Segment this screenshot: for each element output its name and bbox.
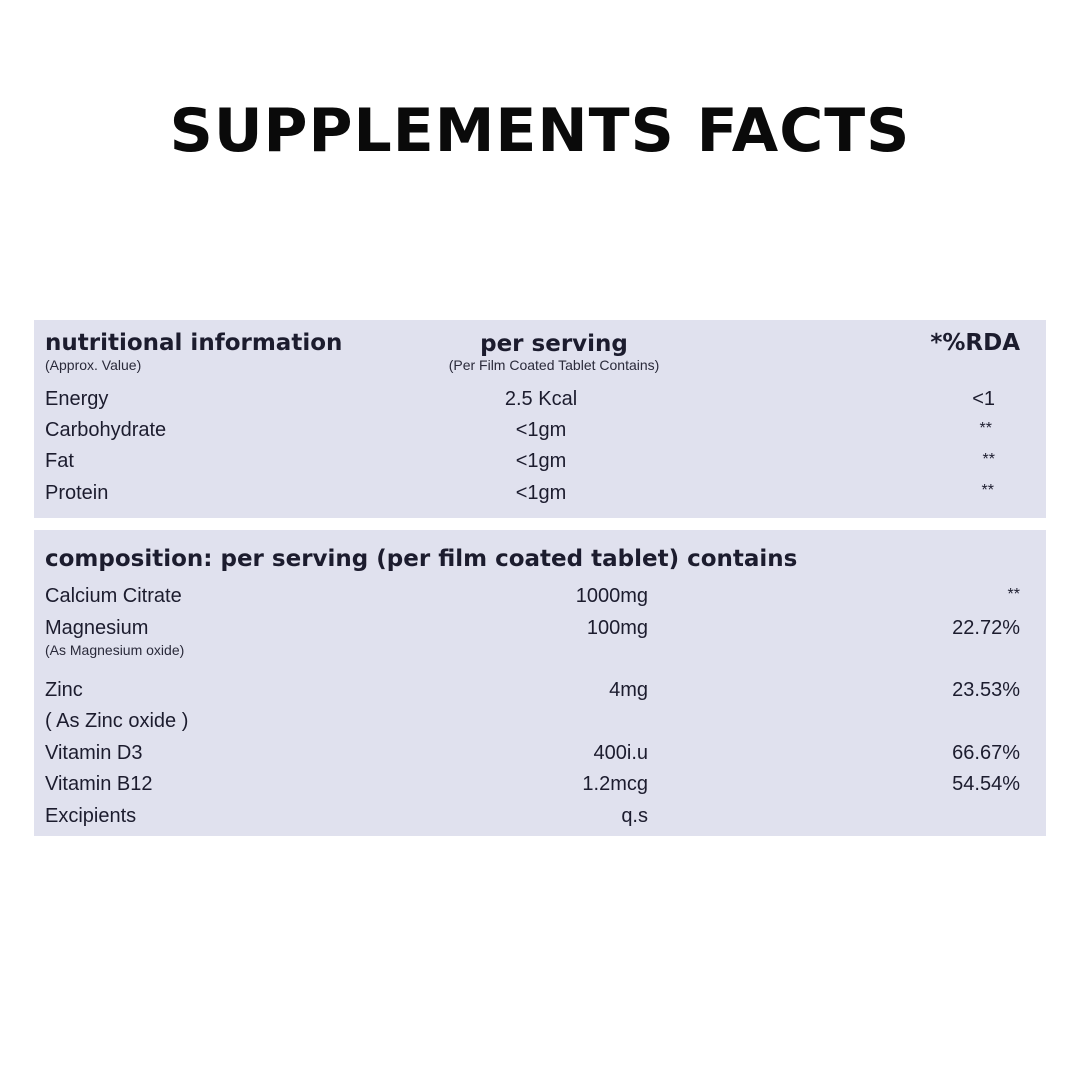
per-serving-header: per serving xyxy=(480,331,628,357)
ingredient-rda: 23.53% xyxy=(952,679,1020,701)
ingredient-rda: ** xyxy=(1007,586,1020,603)
ingredient-amount: 1.2mcg xyxy=(582,773,648,795)
ingredient-amount: 100mg xyxy=(586,617,648,639)
ingredient-amount: q.s xyxy=(621,805,648,827)
ingredient-name: Calcium Citrate xyxy=(45,585,182,607)
ingredient-amount: 1000mg xyxy=(575,585,648,607)
nutrient-rda: ** xyxy=(981,482,994,499)
nutrition-header-sublabel: (Approx. Value) xyxy=(45,357,142,373)
nutrition-table xyxy=(34,320,1046,518)
ingredient-amount: 400i.u xyxy=(593,742,648,764)
nutrient-rda: ** xyxy=(982,451,995,468)
nutrient-amount: <1gm xyxy=(515,482,567,504)
nutrition-header-label: nutritional information xyxy=(45,330,343,356)
ingredient-name: Excipients xyxy=(45,805,137,827)
nutrient-rda: ** xyxy=(979,420,992,437)
ingredient-rda: 22.72% xyxy=(952,617,1020,639)
ingredient-name: ( As Zinc oxide ) xyxy=(45,710,189,732)
per-serving-subheader: (Per Film Coated Tablet Contains) xyxy=(448,357,660,373)
rda-header: *%RDA xyxy=(930,330,1020,356)
composition-header: composition: per serving (per film coated tablet) contains xyxy=(45,546,798,572)
nutrient-amount: <1gm xyxy=(515,450,567,472)
ingredient-name: Vitamin B12 xyxy=(45,773,153,795)
ingredient-name: Zinc xyxy=(45,679,83,701)
page-title: SUPPLEMENTS FACTS xyxy=(169,96,911,166)
nutrient-name: Carbohydrate xyxy=(45,419,167,441)
composition-table xyxy=(34,530,1046,836)
ingredient-sublabel: (As Magnesium oxide) xyxy=(45,642,185,658)
nutrient-name: Energy xyxy=(45,388,109,410)
nutrient-name: Fat xyxy=(45,450,74,472)
ingredient-rda: 54.54% xyxy=(952,773,1020,795)
nutrient-name: Protein xyxy=(45,482,109,504)
ingredient-rda: 66.67% xyxy=(952,742,1020,764)
ingredient-amount: 4mg xyxy=(609,679,648,701)
nutrient-amount: <1gm xyxy=(515,419,567,441)
nutrient-rda: <1 xyxy=(972,388,995,410)
ingredient-name: Magnesium xyxy=(45,617,149,639)
nutrient-amount: 2.5 Kcal xyxy=(504,388,578,410)
ingredient-name: Vitamin D3 xyxy=(45,742,143,764)
